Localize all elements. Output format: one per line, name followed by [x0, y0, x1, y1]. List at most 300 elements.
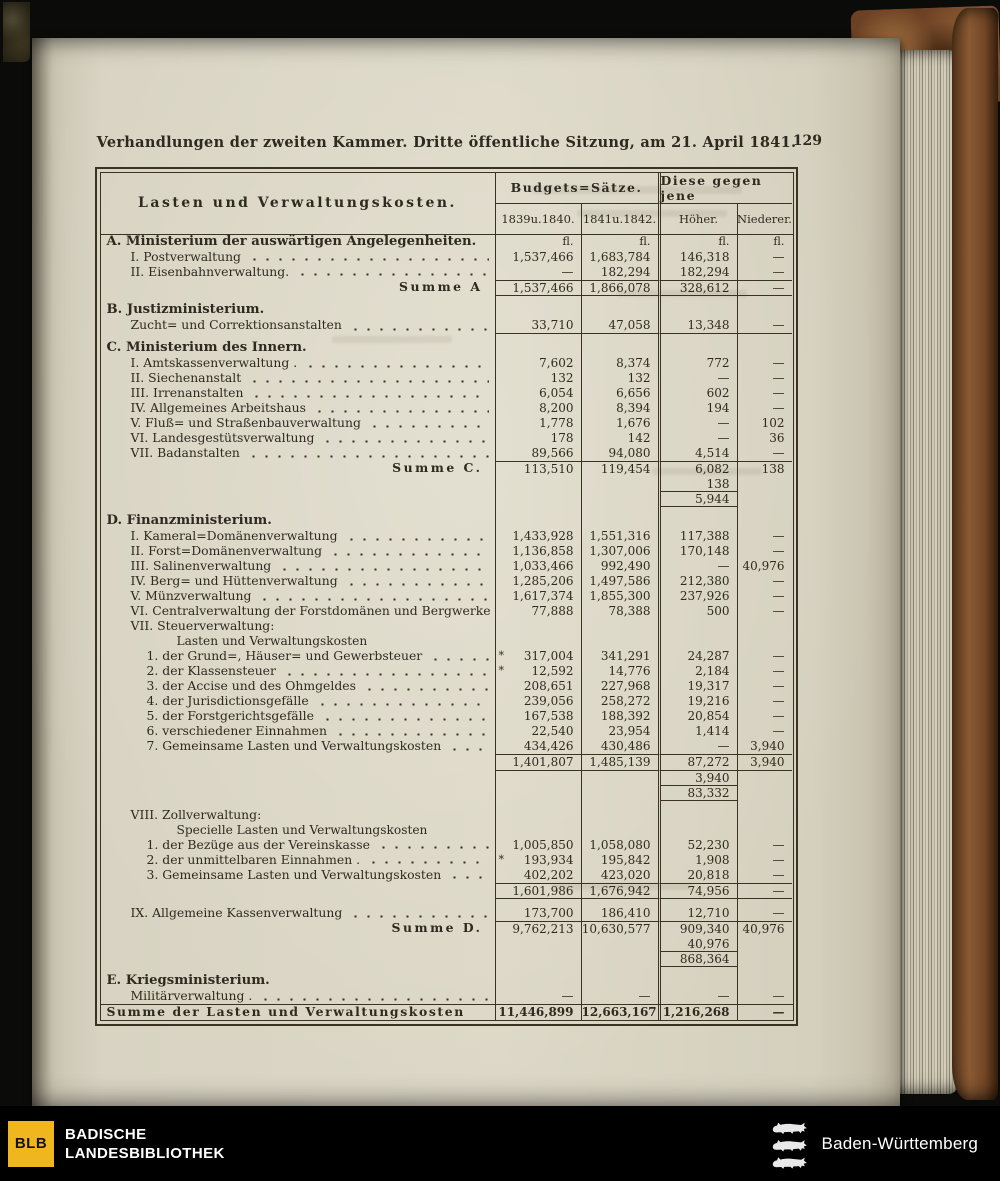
cell-1839-1840: 1,433,928	[495, 529, 581, 544]
cell-hoeher: 212,380	[658, 574, 737, 589]
library-name	[65, 1125, 225, 1163]
table-row	[101, 989, 793, 1004]
cell-1841-1842: 1,676	[581, 416, 658, 431]
cell-niederer: —	[737, 250, 792, 265]
cell-1841-1842: 1,683,784	[581, 250, 658, 265]
table-row	[101, 544, 793, 559]
cell-1839-1840	[495, 967, 581, 989]
state-name: Baden-Württemberg	[821, 1133, 978, 1153]
row-label: VI. Landesgestütsverwaltung	[101, 431, 495, 446]
blb-logo: BLB	[8, 1121, 54, 1167]
table-row	[101, 868, 793, 883]
row-label: Specielle Lasten und Verwaltungskosten	[176, 822, 428, 837]
cell-1841-1842	[581, 786, 658, 801]
cell-hoeher: 194	[658, 401, 737, 416]
cell-1839-1840	[495, 634, 581, 649]
cell-niederer: 3,940	[737, 754, 792, 771]
cell-1839-1840: fl.	[495, 235, 581, 250]
budget-table-frame	[100, 172, 794, 1022]
cell-1841-1842: 1,485,139	[581, 754, 658, 771]
cell-niederer	[737, 477, 792, 492]
table-row	[101, 937, 793, 952]
cell-niederer	[737, 634, 792, 649]
row-label	[101, 477, 495, 492]
cell-hoeher	[658, 334, 737, 356]
cell-niederer: —	[737, 604, 792, 619]
cell-niederer: —	[737, 280, 792, 297]
cell-niederer: —	[737, 318, 792, 334]
cell-hoeher: 602	[658, 386, 737, 401]
table-row	[101, 883, 793, 900]
dot-leader	[349, 914, 488, 919]
cell-1839-1840: 6,054	[495, 386, 581, 401]
table-row	[101, 709, 793, 724]
cell-1841-1842: fl.	[581, 235, 658, 250]
cell-1839-1840: 7,602	[495, 356, 581, 371]
cell-1841-1842: 6,656	[581, 386, 658, 401]
table-row	[101, 823, 793, 838]
row-label: VII. Steuerverwaltung:	[130, 618, 275, 633]
column-header-1839-1840: 1839u.1840.	[495, 204, 581, 234]
cell-niederer: —	[737, 529, 792, 544]
cell-niederer: 40,976	[737, 921, 792, 937]
cell-hoeher: —	[658, 431, 737, 446]
cell-1841-1842	[581, 823, 658, 838]
cell-1839-1840: 1,033,466	[495, 559, 581, 574]
cell-niederer: 40,976	[737, 559, 792, 574]
cell-niederer	[737, 786, 792, 801]
cell-1839-1840: 1,617,374	[495, 589, 581, 604]
cell-hoeher: 772	[658, 356, 737, 371]
row-label	[101, 492, 495, 507]
cell-niederer: —	[737, 574, 792, 589]
cell-niederer: 36	[737, 431, 792, 446]
cell-1841-1842	[581, 634, 658, 649]
cell-1841-1842: 195,842	[581, 853, 658, 868]
cell-niederer	[737, 619, 792, 634]
table-row	[101, 446, 793, 461]
table-row	[101, 754, 793, 771]
cell-hoeher: —	[658, 739, 737, 754]
cell-1841-1842	[581, 507, 658, 529]
cell-hoeher: 19,216	[658, 694, 737, 709]
row-label: VI. Centralverwaltung der Forstdomänen und Bergwerke	[130, 603, 491, 618]
row-label: VIII. Zollverwaltung:	[130, 806, 262, 822]
row-label: E. Kriegsministerium.	[106, 973, 270, 989]
cell-1841-1842	[581, 619, 658, 634]
cell-hoeher: —	[658, 559, 737, 574]
running-head	[95, 132, 822, 151]
row-label: D. Finanzministerium.	[106, 512, 272, 528]
cell-hoeher: —	[658, 989, 737, 1004]
cell-1841-1842: 430,486	[581, 739, 658, 754]
table-row	[101, 786, 793, 801]
cell-hoeher: 87,272	[658, 754, 737, 771]
footnote-asterisk: *	[498, 852, 504, 866]
cell-hoeher: 500	[658, 604, 737, 619]
row-label	[101, 952, 495, 967]
cell-1841-1842	[581, 334, 658, 356]
cell-hoeher: 2,184	[658, 664, 737, 679]
table-row	[101, 280, 793, 297]
cell-hoeher: 909,340	[658, 921, 737, 937]
cell-1839-1840	[495, 937, 581, 952]
cell-niederer: —	[737, 446, 792, 461]
table-row	[101, 235, 793, 250]
cell-1839-1840	[495, 477, 581, 492]
table-row	[101, 649, 793, 664]
cell-1839-1840	[495, 771, 581, 786]
cell-niederer	[737, 296, 792, 318]
table-row	[101, 371, 793, 386]
dot-leader	[334, 732, 489, 737]
cell-hoeher: 5,944	[658, 492, 737, 507]
table-row	[101, 1004, 793, 1020]
cell-1841-1842: 992,490	[581, 559, 658, 574]
cell-1839-1840: * 12,592	[495, 664, 581, 679]
cell-1841-1842: 78,388	[581, 604, 658, 619]
cell-1841-1842: 1,676,942	[581, 883, 658, 900]
cell-niederer: —	[737, 356, 792, 371]
column-header-hoeher: Höher.	[658, 204, 737, 234]
cell-1841-1842	[581, 937, 658, 952]
cell-niederer: —	[737, 868, 792, 883]
table-row	[101, 356, 793, 371]
table-row	[101, 801, 793, 823]
cell-niederer: —	[737, 694, 792, 709]
row-label: Summe C.	[392, 461, 483, 476]
row-label: V. Münzverwaltung	[101, 589, 495, 604]
table-header	[101, 173, 793, 235]
row-label: 7. Gemeinsame Lasten und Verwaltungskosten	[101, 739, 495, 754]
table-row	[101, 899, 793, 921]
page-number: 129	[792, 133, 822, 149]
cell-1839-1840: —	[495, 989, 581, 1004]
dot-leader	[321, 439, 488, 444]
dot-leader	[258, 597, 488, 602]
cell-hoeher: 3,940	[658, 771, 737, 786]
bw-coat-of-arms-icon	[770, 1119, 810, 1169]
cell-hoeher: 52,230	[658, 838, 737, 853]
cell-niederer	[737, 507, 792, 529]
table-row	[101, 461, 793, 477]
cell-hoeher: 19,317	[658, 679, 737, 694]
cell-1839-1840: 1,537,466	[495, 280, 581, 297]
table-row	[101, 296, 793, 318]
row-label: 2. der unmittelbaren Einnahmen .	[101, 853, 495, 868]
viewer-footer	[0, 1106, 1000, 1181]
table-row	[101, 507, 793, 529]
cell-hoeher: 20,854	[658, 709, 737, 724]
cell-1841-1842: 227,968	[581, 679, 658, 694]
table-row	[101, 559, 793, 574]
cell-1841-1842	[581, 477, 658, 492]
row-label: V. Fluß= und Straßenbauverwaltung	[101, 416, 495, 431]
cell-hoeher: 12,710	[658, 899, 737, 921]
table-row	[101, 771, 793, 786]
cell-1839-1840: 132	[495, 371, 581, 386]
row-label: 6. verschiedener Einnahmen	[101, 724, 495, 739]
dot-leader	[345, 582, 489, 587]
cell-1839-1840: 1,778	[495, 416, 581, 431]
dot-leader	[304, 364, 488, 369]
cell-hoeher: 20,818	[658, 868, 737, 883]
cell-1839-1840: 8,200	[495, 401, 581, 416]
row-label: Lasten und Verwaltungskosten	[176, 633, 368, 648]
cell-hoeher	[658, 507, 737, 529]
row-label: 5. der Forstgerichtsgefälle	[101, 709, 495, 724]
cell-1839-1840: —	[495, 265, 581, 280]
cell-hoeher: —	[658, 371, 737, 386]
row-label	[101, 883, 495, 900]
row-label: I. Kameral=Domänenverwaltung	[101, 529, 495, 544]
row-label: Summe A	[399, 279, 483, 294]
cell-1839-1840: 239,056	[495, 694, 581, 709]
table-row	[101, 574, 793, 589]
column-header-1841-1842: 1841u.1842.	[581, 204, 658, 234]
cell-niederer: fl.	[737, 235, 792, 250]
table-row	[101, 838, 793, 853]
row-label: A. Ministerium der auswärtigen Angelegenheiten.	[106, 234, 477, 249]
row-label: 2. der Klassensteuer	[101, 664, 495, 679]
row-label: 1. der Grund=, Häuser= und Gewerbsteuer	[101, 649, 495, 664]
page-stack-edges	[896, 50, 958, 1094]
cell-niederer	[737, 334, 792, 356]
cell-niederer	[737, 801, 792, 823]
row-label	[101, 754, 495, 771]
cell-1839-1840: * 193,934	[495, 853, 581, 868]
cell-hoeher: 1,216,268	[658, 1005, 737, 1020]
dot-leader	[329, 552, 488, 557]
cell-niederer: —	[737, 853, 792, 868]
cell-1841-1842	[581, 952, 658, 967]
cell-1841-1842: 119,454	[581, 461, 658, 477]
cell-1839-1840: 1,136,858	[495, 544, 581, 559]
cell-1839-1840: 11,446,899	[495, 1005, 581, 1020]
cell-1841-1842: 186,410	[581, 899, 658, 921]
book-binding	[952, 8, 998, 1100]
dot-leader	[367, 860, 488, 865]
table-row	[101, 250, 793, 265]
table-row	[101, 604, 793, 619]
row-label: Zucht= und Correktionsanstalten	[101, 318, 495, 334]
row-label: Militärverwaltung .	[101, 989, 495, 1004]
cell-1839-1840: 22,540	[495, 724, 581, 739]
cell-1841-1842: 14,776	[581, 664, 658, 679]
table-row	[101, 401, 793, 416]
footnote-asterisk: *	[498, 663, 504, 677]
cell-1839-1840	[495, 619, 581, 634]
cell-niederer: —	[737, 371, 792, 386]
row-label: I. Postverwaltung	[101, 250, 495, 265]
cell-niederer: —	[737, 899, 792, 921]
cell-1839-1840	[495, 786, 581, 801]
table-row	[101, 334, 793, 356]
cell-1839-1840: 208,651	[495, 679, 581, 694]
cover-corner-left	[3, 2, 30, 62]
table-row	[101, 724, 793, 739]
column-header-niederer: Niederer.	[737, 204, 792, 234]
row-label	[101, 771, 495, 786]
scanned-page	[32, 38, 900, 1106]
cell-1839-1840: 1,537,466	[495, 250, 581, 265]
cell-1841-1842: 10,630,577	[581, 921, 658, 937]
dot-leader	[321, 717, 489, 722]
row-label: B. Justizministerium.	[106, 302, 265, 318]
cell-hoeher: 1,414	[658, 724, 737, 739]
table-row	[101, 921, 793, 937]
cell-niederer	[737, 823, 792, 838]
row-label: IV. Berg= und Hüttenverwaltung	[101, 574, 495, 589]
cell-niederer: —	[737, 401, 792, 416]
library-name-line1: BADISCHE	[65, 1125, 147, 1143]
cell-1839-1840: 173,700	[495, 899, 581, 921]
cell-1839-1840: 113,510	[495, 461, 581, 477]
cell-niederer	[737, 967, 792, 989]
cell-1841-1842: 1,058,080	[581, 838, 658, 853]
dot-leader	[448, 747, 488, 752]
cell-1841-1842: 132	[581, 371, 658, 386]
cell-1841-1842: 1,307,006	[581, 544, 658, 559]
cell-1839-1840: 33,710	[495, 318, 581, 334]
table-header-label: Lasten und Verwaltungskosten.	[138, 195, 457, 211]
table-row	[101, 679, 793, 694]
cell-hoeher: fl.	[658, 235, 737, 250]
cell-niederer: —	[737, 709, 792, 724]
row-label: I. Amtskassenverwaltung .	[101, 356, 495, 371]
table-row	[101, 619, 793, 634]
dot-leader	[247, 454, 489, 459]
cell-1841-1842	[581, 492, 658, 507]
cell-hoeher: 24,287	[658, 649, 737, 664]
cell-hoeher: 1,908	[658, 853, 737, 868]
row-label: II. Siechenanstalt	[101, 371, 495, 386]
cell-niederer	[737, 492, 792, 507]
table-header-group-difference: Diese gegen jene	[658, 173, 792, 204]
table-row	[101, 386, 793, 401]
cell-hoeher: 868,364	[658, 952, 737, 967]
cell-niederer: 102	[737, 416, 792, 431]
cell-niederer: —	[737, 649, 792, 664]
cell-1841-1842: —	[581, 989, 658, 1004]
cell-1839-1840: 1,401,807	[495, 754, 581, 771]
cell-hoeher	[658, 296, 737, 318]
table-row	[101, 265, 793, 280]
row-label: III. Irrenanstalten	[101, 386, 495, 401]
cell-1839-1840	[495, 334, 581, 356]
cell-1839-1840: 178	[495, 431, 581, 446]
table-row	[101, 318, 793, 334]
cell-1839-1840: 167,538	[495, 709, 581, 724]
cell-1839-1840	[495, 823, 581, 838]
cell-hoeher: 328,612	[658, 280, 737, 297]
cell-1841-1842	[581, 967, 658, 989]
dot-leader	[368, 424, 489, 429]
row-label	[101, 937, 495, 952]
dot-leader	[377, 845, 489, 850]
table-row	[101, 431, 793, 446]
cell-1841-1842: 12,663,167	[581, 1005, 657, 1020]
cell-niederer: —	[737, 989, 792, 1004]
cell-1839-1840: * 317,004	[495, 649, 581, 664]
cell-1841-1842: 188,392	[581, 709, 658, 724]
row-label: C. Ministerium des Innern.	[106, 340, 307, 356]
cell-niederer: —	[737, 679, 792, 694]
table-header-group-budgets: Budgets=Sätze.	[495, 173, 658, 204]
cell-1841-1842: 1,855,300	[581, 589, 658, 604]
cell-1841-1842: 142	[581, 431, 658, 446]
cell-niederer: —	[737, 883, 792, 900]
table-row	[101, 529, 793, 544]
table-row	[101, 664, 793, 679]
row-label: Summe der Lasten und Verwaltungskosten	[106, 1005, 465, 1020]
cell-hoeher: 74,956	[658, 883, 737, 900]
cell-1839-1840: 434,426	[495, 739, 581, 754]
cell-hoeher	[658, 967, 737, 989]
cell-1841-1842: 1,866,078	[581, 280, 658, 297]
dot-leader	[283, 672, 489, 677]
cell-1839-1840: 1,601,986	[495, 883, 581, 900]
cell-niederer	[737, 937, 792, 952]
cell-1839-1840: 89,566	[495, 446, 581, 461]
cell-1841-1842	[581, 771, 658, 786]
cell-niederer: 138	[737, 461, 792, 477]
cell-1839-1840	[495, 952, 581, 967]
cell-niederer: 3,940	[737, 739, 792, 754]
cell-1839-1840	[495, 507, 581, 529]
row-label: II. Forst=Domänenverwaltung	[101, 544, 495, 559]
cell-hoeher: —	[658, 416, 737, 431]
cell-1841-1842: 182,294	[581, 265, 658, 280]
cell-niederer: —	[737, 544, 792, 559]
table-row	[101, 634, 793, 649]
cell-hoeher: 117,388	[658, 529, 737, 544]
row-label	[101, 786, 495, 801]
dot-leader	[349, 327, 489, 332]
cell-hoeher	[658, 619, 737, 634]
dot-leader	[259, 997, 488, 1002]
cell-hoeher: 182,294	[658, 265, 737, 280]
table-row	[101, 967, 793, 989]
dot-leader	[363, 687, 489, 692]
library-name-line2: LANDESBIBLIOTHEK	[65, 1144, 225, 1162]
cell-niederer: —	[737, 386, 792, 401]
cell-hoeher: 237,926	[658, 589, 737, 604]
cell-1841-1842: 258,272	[581, 694, 658, 709]
row-label: 1. der Bezüge aus der Vereinskasse	[101, 838, 495, 853]
cell-1839-1840	[495, 492, 581, 507]
row-label: 4. der Jurisdictionsgefälle	[101, 694, 495, 709]
cell-1841-1842: 341,291	[581, 649, 658, 664]
cell-hoeher: 40,976	[658, 937, 737, 952]
dot-leader	[250, 394, 488, 399]
table-row	[101, 477, 793, 492]
table-row	[101, 853, 793, 868]
table-row	[101, 739, 793, 754]
cell-hoeher: 83,332	[658, 786, 737, 801]
cell-1841-1842: 47,058	[581, 318, 658, 334]
row-label: IV. Allgemeines Arbeitshaus	[101, 401, 495, 416]
cell-niederer: —	[737, 1005, 792, 1020]
cell-niederer	[737, 952, 792, 967]
cell-1841-1842: 8,394	[581, 401, 658, 416]
row-label: 3. Gemeinsame Lasten und Verwaltungskosten	[101, 868, 495, 883]
cell-1841-1842: 94,080	[581, 446, 658, 461]
table-body	[101, 235, 793, 1021]
cell-niederer: —	[737, 838, 792, 853]
dot-leader	[248, 257, 489, 262]
dot-leader	[278, 567, 488, 572]
